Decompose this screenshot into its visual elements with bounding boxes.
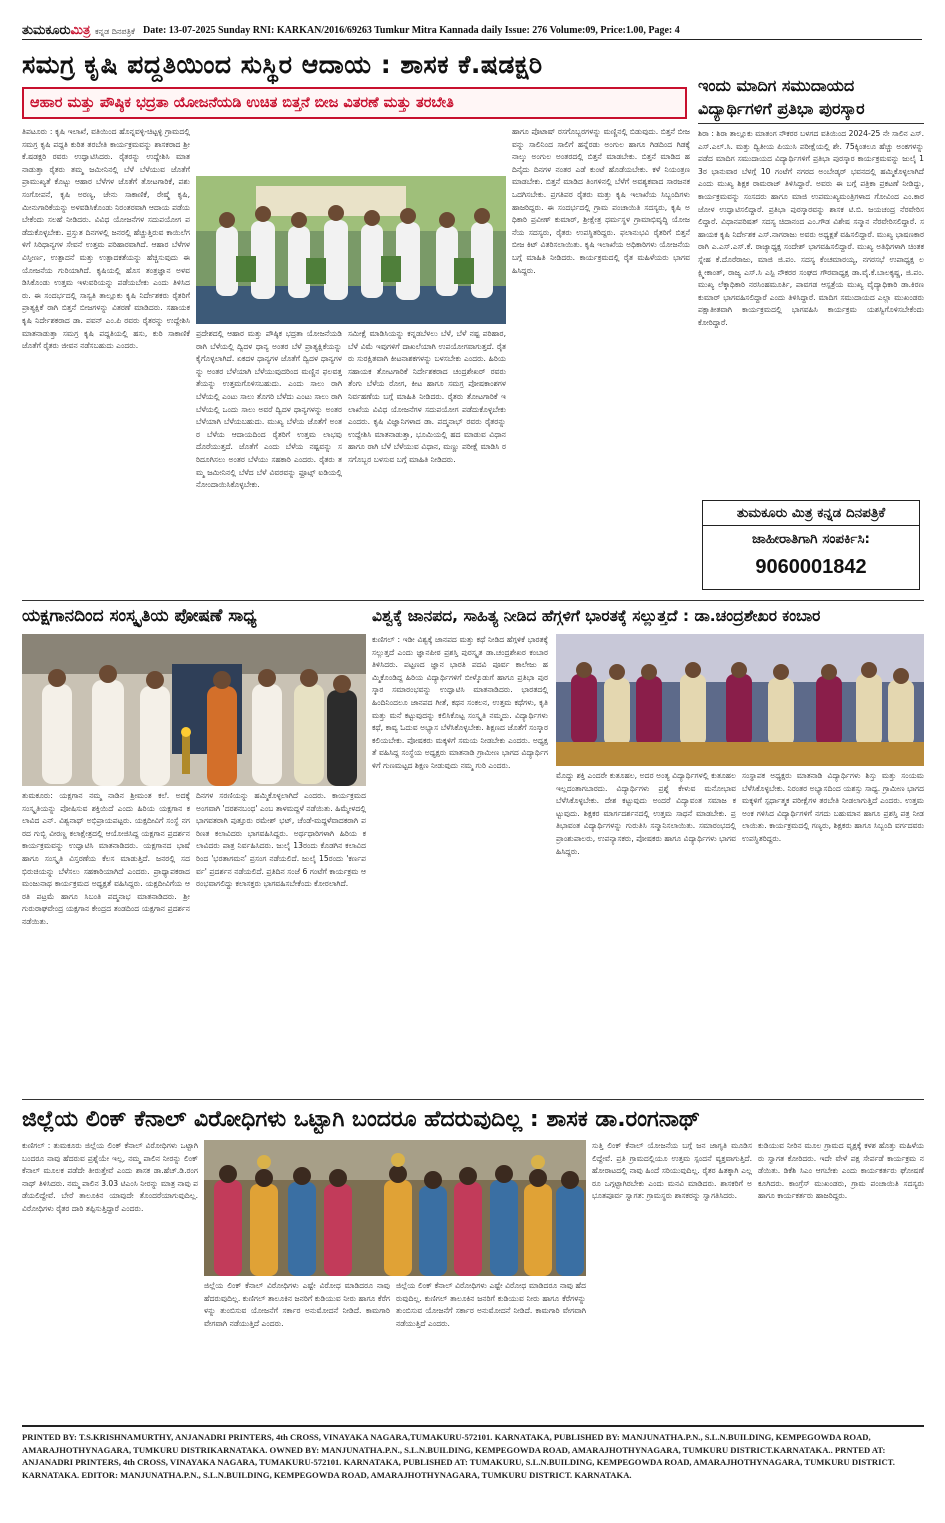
lead-headline: ಸಮಗ್ರ ಕೃಷಿ ಪದ್ದತಿಯಿಂದ ಸುಸ್ಥಿರ ಆದಾಯ : ಶಾಸಕ ಕೆ.ಷಡಕ್ಷರಿ: [22, 50, 543, 79]
lead-subheadline: ಆಹಾರ ಮತ್ತು ಪೌಷ್ಠಿಕ ಭದ್ರತಾ ಯೋಜನೆಯಡಿ ಉಚಿತ ಬಿತ್ತನೆ ಬೀಜ ವಿತರಣೆ ಮತ್ತು ತರಬೇತಿ: [22, 87, 687, 119]
print-imprint: PRINTED BY: T.S.KRISHNAMURTHY, ANJANADRI PRINTERS, 4th CROSS, VINAYAKA NAGARA,TUMAKURU-572101. KARNATAKA, PUBLISHED BY: MANJUNATHA.P.N., S.L.N.BUILDING, KEMPEGOWDA ROAD, AMARAJHOTHYNAGARA, TUMKURU DISTRIKARNATAKA. OWNED BY: MANJUNATHA.P.N., S.L.N.BUILDING, KEMPEGOWDA ROAD, AMARAJHOTHYNAGARA, TUMKURU DISTRICT.KARNATAKA.. PRNTED AT: ANJANADRI PRINTERS, 4th CROSS, VINAYAKA NAGARA, TUMAKURU-572101. KARNATAKA, PUBLISHED AT: TUMAKURU, S.L.N.BUILDING, KEMPEGOWDA ROAD, AMARAJHOTHYNAGARA, TUMKURU DISTRICT. KARNATAKA. EDITOR: MANJUNATHA.P.N., S.L.N.BUILDING, KEMPEGOWDA ROAD, AMARAJHOTHYNAGARA, TUMKURU DISTRICT. KARNATAKA.: [22, 1425, 924, 1493]
kambar-photo: [556, 634, 924, 766]
sidebar-body: ಶಿರಾ : ಶಿರಾ ತಾಲ್ಲೂಕು ಮಾತಂಗ ನೌಕರರ ಬಳಗದ ವತಿಯಿಂದ 2024-25 ನೇ ಸಾಲಿನ ಎಸ್.ಎಸ್.ಎಲ್.ಸಿ. ಮತ್ತು ದ್ವಿತೀಯ ಪಿಯುಸಿ ಪರೀಕ್ಷೆಯಲ್ಲಿ ಶೇ. 75ಕ್ಕಿಂತಲೂ ಹೆಚ್ಚು ಅಂಕಗಳನ್ನು ಪಡೆದ ಮಾದಿಗ ಸಮುದಾಯದ ವಿದ್ಯಾರ್ಥಿಗಳಿಗೆ ಪ್ರತಿಭಾ ಪುರಸ್ಕಾರ ಕಾರ್ಯಕ್ರಮವನ್ನು ಜುಲೈ 13ರ ಭಾನುವಾರ ಬೆಳಗ್ಗೆ 10 ಗಂಟೆಗೆ ನಗರದ ಅಂಬೇಡ್ಕರ್ ಭವನದಲ್ಲಿ ಹಮ್ಮಿಕೊಳ್ಳಲಾಗಿದೆ ಎಂದು ಮುಖ್ಯ ಶಿಕ್ಷಕ ರಾಮರಾಜ್ ತಿಳಿಸಿದ್ದಾರೆ. ಅವರು ಈ ಬಗ್ಗೆ ಪತ್ರಿಕಾ ಪ್ರಕಟಣೆ ನೀಡಿದ್ದು, ಕಾರ್ಯಕ್ರಮವನ್ನು ಸಂಸದರು ಹಾಗೂ ಮಾಜಿ ಉಪಮುಖ್ಯಮಂತ್ರಿಗಳಾದ ಗೋವಿಂದ ಎಂ.ಕಾರಜೋಳ ಉದ್ಘಾಟಿಸಲಿದ್ದಾರೆ. ಪ್ರತಿಭಾ ಪುರಸ್ಕಾರವನ್ನು ಶಾಸಕ ಟಿ.ಬಿ. ಜಯಚಂದ್ರ ನೆರವೇರಿಸಲಿದ್ದಾರೆ. ವಿಧಾನಪರಿಷತ್ ಸದಸ್ಯ ಚಿದಾನಂದ ಎಂ.ಗೌಡ ವಿಶೇಷ ಸನ್ಮಾನ ನೆರವೇರಿಸಲಿದ್ದಾರೆ. ಸಹಾಯಕ ಕೃಷಿ ನಿರ್ದೇಶಕ ಎಸ್.ನಾಗರಾಜು ಅವರು ಅಧ್ಯಕ್ಷತೆ ವಹಿಸಲಿದ್ದಾರೆ. ಮುಖ್ಯ ಭಾಷಣಕಾರರಾಗಿ ಎ.ಎಸ್.ಎಸ್.ಕೆ. ರಾಜ್ಯಾಧ್ಯಕ್ಷ ಸಂದೇಶ್ ಭಾಗವಹಿಸಲಿದ್ದಾರೆ. ಮುಖ್ಯ ಅತಿಥಿಗಳಾಗಿ ಚಿಂತಕ ಸ್ನೇಹ ಕೆ.ದೊರೆರಾಜು, ಮಾಜಿ ಜಿ.ಪಂ. ಸದಸ್ಯ ಕೆಂಚಮಾರಯ್ಯ, ನಗರಸಭೆ ಉಪಾಧ್ಯಕ್ಷ ಲಕ್ಷ್ಮೀಕಾಂತ್, ರಾಜ್ಯ ಎಸ್.ಸಿ ಎಸ್ಟಿ ನೌಕರರ ಸಂಘದ ಗೌರವಾಧ್ಯಕ್ಷ ಡಾ.ವೈ.ಕೆ.ಬಾಲಕೃಷ್ಣ, ಜಿ.ಪಂ. ಮುಖ್ಯ ಲೆಕ್ಕಾಧಿಕಾರಿ ನರಸಿಂಹಮೂರ್ತಿ, ಪಾವಗಡ ಆಸ್ಪತ್ರೆಯ ಮುಖ್ಯ ವೈದ್ಯಾಧಿಕಾರಿ ಡಾ.ಕಿರಣ ಕುಮಾರ್ ಭಾಗವಹಿಸಲಿದ್ದಾರೆ ಎಂದು ತಿಳಿಸಿದ್ದಾರೆ. ಮಾದಿಗ ಸಮುದಾಯದ ಎಲ್ಲಾ ಮುಖಂಡರು ಪಕ್ಷಾತೀತವಾಗಿ ಕಾರ್ಯಕ್ರಮದಲ್ಲಿ ಭಾಗವಹಿಸಿ ಕಾರ್ಯಕ್ರಮ ಯಶಸ್ವಿಗೊಳಿಸಬೇಕೆಂದು ಕೋರಿದ್ದಾರೆ.: [698, 129, 924, 327]
kambar-column-2: ಮೊದ್ದು ಶಕ್ತಿ ಎಂದರೇ ಕುತೂಹಲ, ಅದರ ಅಂತ್ಯ ವಿದ್ಯಾರ್ಥಿಗಳಲ್ಲಿ ಕುತೂಹಲ ಇಲ್ಲದಂತಾಗಬಾರದು. ವಿದ್ಯಾರ್ಥಿಗಳು ಪ್ರಶ್ನೆ ಕೇಳುವ ಮನೋಭಾವ ಬೆಳೆಸಿಕೊಳ್ಳಬೇಕು. ದೇಶ ಕಟ್ಟುವುದು ಅಂದರೆ ವಿದ್ಯಾವಂತ ಸಮಾಜ ಕಟ್ಟುವುದು. ಶಿಕ್ಷಕರ ಮಾರ್ಗದರ್ಶನದಲ್ಲಿ ಉತ್ತಮ ಸಾಧನೆ ಮಾಡಬೇಕು. ಪ್ರತಿಭಾವಂತ ವಿದ್ಯಾರ್ಥಿಗಳನ್ನು ಗುರುತಿಸಿ ಸನ್ಮಾನಿಸಲಾಯಿತು. ಸಮಾರಂಭದಲ್ಲಿ ಪ್ರಾಂಶುಪಾಲರು, ಉಪನ್ಯಾಸಕರು, ಪೋಷಕರು ಹಾಗೂ ವಿದ್ಯಾರ್ಥಿಗಳು ಭಾಗವಹಿಸಿದ್ದರು.: [556, 771, 736, 856]
section-divider: [22, 1099, 924, 1100]
advertisement-box: [702, 500, 920, 590]
lead-story-header: [22, 46, 687, 122]
yakshagana-photo: [22, 634, 366, 786]
logo-subtitle: ಕನ್ನಡ ದಿನಪತ್ರಿಕೆ: [94, 27, 135, 36]
farmers-seed-distribution-image: [196, 176, 506, 324]
lead-column-2: ಪ್ರದೇಶದಲ್ಲಿ ಆಹಾರ ಮತ್ತು ಪೌಷ್ಠಿಕ ಭದ್ರತಾ ಯೋಜನೆಯಡಿ ರಾಗಿ ಬೆಳೆಯಲ್ಲಿ ದ್ವಿದಳ ಧಾನ್ಯ ಅಂತರ ಬೆಳೆ ಪ್ರಾತ್ಯಕ್ಷಿಕೆಯನ್ನು ಕೈಗೊಳ್ಳಲಾಗಿದೆ. ಏಕದಳ ಧಾನ್ಯಗಳ ಜೊತೆಗೆ ದ್ವಿದಳ ಧಾನ್ಯಗಳನ್ನು ಅಂತರ ಬೆಳೆಯಾಗಿ ಬೆಳೆಯುವುದರಿಂದ ಮಣ್ಣಿನ ಫಲವತ್ತತೆಯನ್ನು ಉತ್ತಮಗೊಳಿಸಬಹುದು. ಎಂದು ಸಾಲು ರಾಗಿ ಬೆಳೆಯಲ್ಲಿ ಎಂಟು ಸಾಲು ತೊಗರಿ ಬೆಳೆದು ಎಂಟು ಸಾಲು ರಾಗಿ ಬೆಳೆಯಲ್ಲಿ ಒಂದು ಸಾಲು ಅವರೆ ದ್ವಿದಳ ಧಾನ್ಯಗಳನ್ನು ಅಂತರ ಬೆಳೆಯಾಗಿ ಬೆಳೆಯಬಹುದು. ಮುಖ್ಯ ಬೆಳೆಯ ಜೊತೆಗೆ ಅಂತರ ಬೆಳೆಯ ಆದಾಯದಿಂದ ರೈತರಿಗೆ ಉತ್ತಮ ಲಾಭವು ದೊರೆಯುತ್ತದೆ. ಜೊತೆಗೆ ಎಂದು ಬೆಳೆಯ ನಷ್ಟವನ್ನು ಸರಿದೂಗಿಸಲು ಅಂತರ ಬೆಳೆಯು ಸಹಕಾರಿ ಎಂದರು. ರೈತರು ತಮ್ಮ ಜಮೀನಿನಲ್ಲಿ ಬೆಳೆದ ಬೆಳೆ ವಿವರವನ್ನು ಫ್ರೂಟ್ಸ್ ಐಡಿಯಲ್ಲಿ ನೋಂದಾಯಿಸಿಕೊಳ್ಳಬೇಕು.: [196, 329, 342, 490]
canal-column-2: ಜಿಲ್ಲೆಯ ಲಿಂಕ್ ಕೆನಾಲ್ ವಿರೋಧಿಗಳು ಎಷ್ಟೇ ವಿರೋಧ ಮಾಡಿದರೂ ನಾವು ಹೆದರುವುದಿಲ್ಲ. ಕುಣಿಗಲ್ ತಾಲೂಕಿನ ಜನರಿಗೆ ಕುಡಿಯುವ ನೀರು ಹಾಗೂ ಕೆರೆಗಳನ್ನು ತುಂಬಿಸುವ ಯೋಜನೆಗೆ ಸರ್ಕಾರ ಅನುಮೋದನೆ ನೀಡಿದೆ. ಕಾಮಗಾರಿ ವೇಗವಾಗಿ ನಡೆಯುತ್ತಿದೆ ಎಂದರು.: [204, 1281, 390, 1328]
yakshagana-column-1: ತುಮಕೂರು: ಯಕ್ಷಗಾನ ನಮ್ಮ ನಾಡಿನ ಶ್ರೀಮಂತ ಕಲೆ. ಅದಕ್ಕೆ ಸಂಸ್ಕೃತಿಯನ್ನು ಪೋಷಿಸುವ ಶಕ್ತಿಯಿದೆ ಎಂದು ಹಿರಿಯ ಯಕ್ಷಗಾನ ಕಲಾವಿದ ಎನ್. ವಿಶ್ವನಾಥ್ ಅಭಿಪ್ರಾಯಪಟ್ಟರು. ಯಕ್ಷದೀವಿಗೆ ಸಂಸ್ಥೆ ನಗರದ ಗುಬ್ಬಿ ವೀರಣ್ಣ ಕಲಾಕ್ಷೇತ್ರದಲ್ಲಿ ಆಯೋಜಿಸಿದ್ದ ಯಕ್ಷಗಾನ ಪ್ರದರ್ಶನ ಕಾರ್ಯಕ್ರಮವನ್ನು ಉದ್ಘಾಟಿಸಿ ಮಾತನಾಡಿದರು. ಯಕ್ಷಗಾನದ ಭಾಷೆ ಹಾಗೂ ಸಂಸ್ಕೃತಿ ವಿಸ್ತರಣೆಯ ಕೆಲಸ ಮಾಡುತ್ತಿದೆ. ಜನರಲ್ಲಿ ಸದಭಿರುಚಿಯನ್ನು ಬೆಳೆಸಲು ಸಹಕಾರಿಯಾಗಿದೆ ಎಂದರು. ಪ್ರಾಧ್ಯಾಪಕರಾದ ಮಂಜುನಾಥ ಕಾರ್ಯಕ್ರಮದ ಅಧ್ಯಕ್ಷತೆ ವಹಿಸಿದ್ದರು. ಯಕ್ಷದೀವಿಗೆಯ ಆರತಿ ಪಟ್ರಮೆ ಹಾಗೂ ಸಿಬಂತಿ ಪದ್ಮನಾಭ ಮಾತನಾಡಿದರು. ಶ್ರೀ ಗುರುರಾಘವೇಂದ್ರ ಯಕ್ಷಗಾನ ಕೇಂದ್ರದ ತಂಡದಿಂದ ಯಕ್ಷಗಾನ ಪ್ರದರ್ಶನ ನಡೆಯಿತು.: [22, 791, 190, 926]
lamp-lighting-ceremony-image: [22, 634, 366, 786]
kambar-column-1: ಕುಣಿಗಲ್ : ಇಡೀ ವಿಶ್ವಕ್ಕೆ ಜಾನಪದ ಮತ್ತು ಕಥೆ ನೀಡಿದ ಹೆಗ್ಗಳಿಕೆ ಭಾರತಕ್ಕೆ ಸಲ್ಲುತ್ತದೆ ಎಂದು ಜ್ಞಾನಪೀಠ ಪ್ರಶಸ್ತಿ ಪುರಸ್ಕೃತ ಡಾ.ಚಂದ್ರಶೇಖರ ಕಂಬಾರ ತಿಳಿಸಿದರು. ಪಟ್ಟಣದ ಜ್ಞಾನ ಭಾರತಿ ಪದವಿ ಪೂರ್ವ ಕಾಲೇಜು ಹಮ್ಮಿಕೊಂಡಿದ್ದ ಹಿರಿಯ ವಿದ್ಯಾರ್ಥಿಗಳಿಗೆ ಬೀಳ್ಕೊಡುಗೆ ಹಾಗೂ ಪ್ರತಿಭಾ ಪುರಸ್ಕಾರ ಸಮಾರಂಭವನ್ನು ಉದ್ಘಾಟಿಸಿ ಮಾತನಾಡಿದರು. ಭಾರತದಲ್ಲಿ ಹಿಂದಿನಿಂದಲೂ ಜಾನಪದ ಗೀತೆ, ಕಥನ ಸಂಕಲನ, ಉತ್ತಮ ಕಥೆಗಳು, ಕೃತಿ ಮತ್ತು ಮನೆ ಕಟ್ಟುವುದನ್ನು ಕಲಿಸಿಕೊಟ್ಟ ಸಂಸ್ಕೃತಿ ನಮ್ಮದು. ವಿದ್ಯಾರ್ಥಿಗಳು ಕಥೆ, ಕಾವ್ಯ ಓದುವ ಅಭ್ಯಾಸ ಬೆಳೆಸಿಕೊಳ್ಳಬೇಕು. ಶಿಕ್ಷಣದ ಜೊತೆಗೆ ಸಂಸ್ಕಾರ ಕಲಿಯಬೇಕು. ಪೋಷಕರು ಮಕ್ಕಳಿಗೆ ಸಮಯ ನೀಡಬೇಕು ಎಂದರು. ಅಧ್ಯಕ್ಷತೆ ವಹಿಸಿದ್ದ ಸಂಸ್ಥೆಯ ಅಧ್ಯಕ್ಷರು ಮಾತನಾಡಿ ಗ್ರಾಮೀಣ ಭಾಗದ ವಿದ್ಯಾರ್ಥಿಗಳಿಗೆ ಗುಣಮಟ್ಟದ ಶಿಕ್ಷಣ ನೀಡುವುದು ನಮ್ಮ ಗುರಿ ಎಂದರು.: [372, 635, 548, 770]
canal-photo: [204, 1140, 586, 1276]
lead-column-1: ತಿಪಟೂರು : ಕೃಷಿ ಇಲಾಖೆ, ವತಿಯಿಂದ ಹೊನ್ನವಳ್ಳಿ-ಚಿಟ್ಟಳ್ಳಿ ಗ್ರಾಮದಲ್ಲಿ ಸಮಗ್ರ ಕೃಷಿ ಪದ್ದತಿ ಕುರಿತ ತರಬೇತಿ ಕಾರ್ಯಕ್ರಮವನ್ನು ಶಾಸಕರಾದ ಶ್ರೀ ಕೆ.ಷಡಕ್ಷರಿ ರವರು ಉದ್ಘಾಟಿಸಿದರು. ರೈತರನ್ನು ಉದ್ದೇಶಿಸಿ ಮಾತನಾಡುತ್ತಾ ರೈತರು ತಮ್ಮ ಜಮೀನಿನಲ್ಲಿ ಬೆಳೆ ಬೆಳೆಯುವ ಜೊತೆಗೆ ಪ್ರಾಮುಖ್ಯತೆ ಕೊಟ್ಟು ಆಹಾರ ಬೆಳೆಗಳ ಜೊತೆಗೆ ತೋಟಗಾರಿಕೆ, ಪಶು ಸಂಗೋಪನೆ, ಕೃಷಿ ಅರಣ್ಯ, ಜೇನು ಸಾಕಾಣಿಕೆ, ರೇಷ್ಮೆ ಕೃಷಿ, ಮೀನುಗಾರಿಕೆಯನ್ನು ಅಳವಡಿಸಿಕೊಂಡು ನಿರಂತರವಾಗಿ ಆದಾಯ ಪಡೆಯಬೇಕೆಂದು ಸಲಹೆ ನೀಡಿದರು. ವಿವಿಧ ಯೋಜನೆಗಳ ಸದುಪಯೋಗ ಪಡೆದುಕೊಳ್ಳಬೇಕು. ಪ್ರಸ್ತುತ ದಿನಗಳಲ್ಲಿ ಜನರಲ್ಲಿ ಹೆಚ್ಚುತ್ತಿರುವ ಕಾಯಿಲೆಗಳಿಗೆ ಸಿರಿಧಾನ್ಯಗಳ ಸೇವನೆ ಉತ್ತಮ ಪರಿಹಾರವಾಗಿದೆ. ಆಹಾರ ಬೆಳೆಗಳ ವಿಸ್ತೀರ್ಣ, ಉತ್ಪಾದನೆ ಮತ್ತು ಉತ್ಪಾದಕತೆಯನ್ನು ಹೆಚ್ಚಿಸುವುದು ಈ ಯೋಜನೆಯ ಗುರಿಯಾಗಿದೆ. ಕೃಷಿಯಲ್ಲಿ ಹೊಸ ತಂತ್ರಜ್ಞಾನ ಅಳವಡಿಸಿಕೊಂಡು ಉತ್ತಮ ಇಳುವರಿಯನ್ನು ಪಡೆಯಬೇಕು ಎಂದು ತಿಳಿಸಿದರು. ಈ ಸಂದರ್ಭದಲ್ಲಿ ಸಾಸ್ವತಿ ತಾಲ್ಲೂಕು ಕೃಷಿ ನಿರ್ದೇಶಕರು ರೈತರಿಗೆ ಪ್ರಾತ್ಯಕ್ಷಿಕೆ ರಾಗಿ ಬಿತ್ತನೆ ಬೀಜಗಳನ್ನು ವಿತರಣೆ ಮಾಡಿದರು. ಸಹಾಯಕ ಕೃಷಿ ನಿರ್ದೇಶಕರಾದ ಡಾ. ಪವನ್ ಎಂ.ಪಿ ರವರು ರೈತರನ್ನು ಉದ್ದೇಶಿಸಿ ಮಾತನಾಡುತ್ತಾ ಸಮಗ್ರ ಕೃಷಿ ಪದ್ದತಿಯಲ್ಲಿ ಹಸು, ಕುರಿ ಸಾಕಾಣಿಕೆ ಜೊತೆಗೆ ರೈತರು ಜೀವನ ನಡೆಸಬಹುದು ಎಂದರು.: [22, 127, 190, 351]
logo-text: ತುಮಕೂರು: [22, 23, 71, 38]
ad-contact-label: ಜಾಹೀರಾತಿಗಾಗಿ ಸಂಪರ್ಕಿಸಿ:: [752, 531, 870, 547]
logo-mitra: ಮಿತ್ರ: [70, 23, 91, 38]
student-felicitation-image: [556, 634, 924, 766]
lead-column-3: ಸಮೀಕ್ಷೆ ಮಾಡಿಸಿಯನ್ನು ಕನ್ನಡಬೆಳಲು ಬೆಳೆ, ಬೆಳೆ ನಷ್ಟ ಪರಿಹಾರ, ಬೆಳೆ ವಿಮೆ ಇವುಗಳಿಗೆ ದಾಖಲೆಯಾಗಿ ಉಪಯೋಗವಾಗುತ್ತದೆ. ರೈತರು ಸುರಕ್ಷಿತವಾಗಿ ಕೀಟನಾಶಕಗಳನ್ನು ಬಳಸಬೇಕು ಎಂದರು. ಹಿರಿಯ ಸಹಾಯಕ ತೋಟಗಾರಿಕೆ ನಿರ್ದೇಶಕರಾದ ಚಂದ್ರಶೇಖರ್ ರವರು ತೆಂಗು ಬೆಳೆಯ ರೋಗ, ಕೀಟ ಹಾಗೂ ಸಮಗ್ರ ಪೋಷಕಾಂಶಗಳ ನಿರ್ವಹಣೆಯ ಬಗ್ಗೆ ಮಾಹಿತಿ ನೀಡಿದರು. ರೈತರು ತೋಟಗಾರಿಕೆ ಇಲಾಖೆಯ ವಿವಿಧ ಯೋಜನೆಗಳ ಸದುಪಯೋಗ ಪಡೆದುಕೊಳ್ಳಬೇಕು ಎಂದರು. ಕೃಷಿ ವಿಜ್ಞಾನಿಗಳಾದ ಡಾ. ಪದ್ಮನಾಭ್ ರವರು ರೈತರನ್ನು ಉದ್ದೇಶಿಸಿ ಮಾತನಾಡುತ್ತಾ, ಭೂಮಿಯಲ್ಲಿ ಹದ ಮಾಡುವ ವಿಧಾನ ಹಾಗೂ ರಾಗಿ ಬೆಳೆ ಬೆಳೆಯುವ ವಿಧಾನ, ಮಣ್ಣು ಪರೀಕ್ಷೆ ಮಾಡಿಸಿ ರಸಗೊಬ್ಬರ ಬಳಸುವ ಬಗ್ಗೆ ಮಾಹಿತಿ ನೀಡಿದರು.: [348, 329, 506, 464]
masthead: [22, 22, 922, 40]
ad-title: ತುಮಕೂರು ಮಿತ್ರ ಕನ್ನಡ ದಿನಪತ್ರಿಕೆ: [703, 501, 919, 526]
section-divider: [22, 600, 924, 601]
kambar-headline: ವಿಶ್ವಕ್ಕೆ ಜಾನಪದ, ಸಾಹಿತ್ಯ ನೀಡಿದ ಹೆಗ್ಗಳಿಗೆ ಭಾರತಕ್ಕೆ ಸಲ್ಲುತ್ತದೆ : ಡಾ.ಚಂದ್ರಶೇಖರ ಕಂಬಾರ: [372, 607, 821, 625]
newspaper-logo: [22, 23, 135, 38]
canal-column-2b: ಜಿಲ್ಲೆಯ ಲಿಂಕ್ ಕೆನಾಲ್ ವಿರೋಧಿಗಳು ಎಷ್ಟೇ ವಿರೋಧ ಮಾಡಿದರೂ ನಾವು ಹೆದರುವುದಿಲ್ಲ. ಕುಣಿಗಲ್ ತಾಲೂಕಿನ ಜನರಿಗೆ ಕುಡಿಯುವ ನೀರು ಹಾಗೂ ಕೆರೆಗಳನ್ನು ತುಂಬಿಸುವ ಯೋಜನೆಗೆ ಸರ್ಕಾರ ಅನುಮೋದನೆ ನೀಡಿದೆ. ಕಾಮಗಾರಿ ವೇಗವಾಗಿ ನಡೆಯುತ್ತಿದೆ ಎಂದರು.: [396, 1281, 586, 1328]
yakshagana-headline: ಯಕ್ಷಗಾನದಿಂದ ಸಂಸ್ಕೃತಿಯ ಪೋಷಣೆ ಸಾಧ್ಯ: [22, 606, 257, 626]
lead-column-4: ಹಾಗೂ ಪೊಟಾಷ್ ರಸಗೊಬ್ಬರಗಳನ್ನು ಮಣ್ಣಿನಲ್ಲಿ ಬಿಡುವುದು. ಬಿತ್ತನೆ ಬೀಜವನ್ನು ಸಾಲಿನಿಂದ ಸಾಲಿಗೆ ಹನ್ನೆರಡು ಅಂಗುಲ ಹಾಗೂ ಗಿಡದಿಂದ ಗಿಡಕ್ಕೆ ನಾಲ್ಕು ಅಂಗುಲ ಅಂತರದಲ್ಲಿ ಬಿತ್ತನೆ ಮಾಡಬೇಕು. ಬಿತ್ತನೆ ಮಾಡಿದ ಹದಿನೈದು ದಿನಗಳ ನಂತರ ಎಡೆ ಕುಂಟೆ ಹೊಡೆಯಬೇಕು. ಕಳೆ ನಿಯಂತ್ರಣ ಮಾಡಬೇಕು. ಬಿತ್ತನೆ ಮಾಡಿದ ತಿಂಗಳಿನಲ್ಲಿ ಬೆಳೆಗೆ ಅವಶ್ಯಕವಾದ ಸಾರಜನಕ ಒದಗಿಸಬೇಕು. ಪ್ರಗತಿಪರ ರೈತರು ಮತ್ತು ಕೃಷಿ ಇಲಾಖೆಯ ಸಿಬ್ಬಂದಿಗಳು ಹಾಜರಿದ್ದರು. ಈ ಸಂದರ್ಭದಲ್ಲಿ ಗ್ರಾಮ ಪಂಚಾಯಿತಿ ಸದಸ್ಯರು, ಕೃಷಿ ಅಧಿಕಾರಿ ಪ್ರವೀಣ್ ಕುಮಾರ್, ಶ್ರೀಕ್ಷೇತ್ರ ಧರ್ಮಸ್ಥಳ ಗ್ರಾಮಾಭಿವೃದ್ಧಿ ಯೋಜನೆಯ ಸದಸ್ಯರು, ರೈತರು ಉಪಸ್ಥಿತರಿದ್ದರು. ಫಲಾನುಭವಿ ರೈತರಿಗೆ ಬಿತ್ತನೆ ಬೀಜ ಕಿಟ್ ವಿತರಿಸಲಾಯಿತು. ಕೃಷಿ ಇಲಾಖೆಯ ಅಧಿಕಾರಿಗಳು ಯೋಜನೆಯ ಬಗ್ಗೆ ಮಾಹಿತಿ ನೀಡಿದರು. ಕಾರ್ಯಕ್ರಮದಲ್ಲಿ ರೈತ ಮಹಿಳೆಯರು ಭಾಗವಹಿಸಿದ್ದರು.: [512, 127, 690, 275]
dateline: Date: 13-07-2025 Sunday RNI: KARKAN/2016/69263 Tumkur Mitra Kannada daily Issue: 276 Volume:09, Price:1.00, Page: 4: [142, 25, 680, 36]
ad-phone-number: 9060001842: [755, 556, 867, 578]
sidebar-headline: ಇಂದು ಮಾದಿಗ ಸಮುದಾಯದ ವಿದ್ಯಾರ್ಥಿಗಳಿಗೆ ಪ್ರತಿಭಾ ಪುರಸ್ಕಾರ: [698, 76, 865, 118]
canal-column-3: ಸುತ್ತಿ ಲಿಂಕ್ ಕೆನಾಲ್ ಯೋಜನೆಯ ಬಗ್ಗೆ ಜನ ಜಾಗೃತಿ ಮೂಡಿಸಲಿದ್ದೇವೆ. ಪ್ರತಿ ಗ್ರಾಮದಲ್ಲಿಯೂ ಉತ್ತಮ ಸ್ಪಂದನೆ ವ್ಯಕ್ತವಾಗುತ್ತಿದೆ. ಹೋರಾಟದಲ್ಲಿ ನಾವು ಹಿಂದೆ ಸರಿಯುವುದಿಲ್ಲ. ರೈತರ ಹಿತಕ್ಕಾಗಿ ಎಲ್ಲರೂ ಒಗ್ಗಟ್ಟಾಗಿರಬೇಕು ಎಂದು ಮನವಿ ಮಾಡಿದರು. ಶಾಸಕರಿಗೆ ಅಭೂತಪೂರ್ವ ಸ್ವಾಗತ: ಗ್ರಾಮಸ್ಥರು ಶಾಸಕರನ್ನು ಸ್ವಾಗತಿಸಿದರು.: [592, 1141, 752, 1201]
canal-column-1: ಕುಣಿಗಲ್ : ತುಮಕೂರು ಜಿಲ್ಲೆಯ ಲಿಂಕ್ ಕೆನಾಲ್ ವಿರೋಧಿಗಳು ಒಟ್ಟಾಗಿ ಬಂದರೂ ನಾವು ಹೆದರುವ ಪ್ರಶ್ನೆಯೇ ಇಲ್ಲ, ನಮ್ಮ ಪಾಲಿನ ನೀರನ್ನು ಲಿಂಕ್ ಕೆನಾಲ್ ಮೂಲಕ ಪಡೆದೇ ತೀರುತ್ತೇವೆ ಎಂದು ಶಾಸಕ ಡಾ.ಹೆಚ್.ಡಿ.ರಂಗನಾಥ್ ತಿಳಿಸಿದರು. ನಮ್ಮ ಪಾಲಿನ 3.03 ಟಿಎಂಸಿ ನೀರನ್ನು ಮಾತ್ರ ನಾವು ಪಡೆಯಲಿದ್ದೇವೆ. ಬೇರೆ ತಾಲೂಕಿನ ಯಾವುದೇ ತೊಂದರೆಯಾಗುವುದಿಲ್ಲ. ವಿರೋಧಿಗಳು ರೈತರ ದಾರಿ ತಪ್ಪಿಸುತ್ತಿದ್ದಾರೆ ಎಂದರು.: [22, 1141, 198, 1213]
women-welcome-procession-image: [204, 1140, 586, 1276]
sidebar-story-header: [698, 74, 924, 124]
canal-column-4: ಕುಡಿಯುವ ನೀರಿನ ಮೂಲ ಗ್ರಾಮದ ವೃಕ್ಷಕ್ಕೆ ಕಳಶ ಹೊತ್ತು ಮಹಿಳೆಯರು ಸ್ವಾಗತ ಕೋರಿದರು. ಇದೇ ವೇಳೆ ಪಕ್ಷ ಸೇರ್ಪಡೆ ಕಾರ್ಯಕ್ರಮ ನಡೆಯಿತು. ಡಿಕೆಶಿ ಸಿಎಂ ಆಗಬೇಕು ಎಂದು ಕಾರ್ಯಕರ್ತರು ಘೋಷಣೆ ಕೂಗಿದರು. ಕಾಂಗ್ರೆಸ್ ಮುಖಂಡರು, ಗ್ರಾಮ ಪಂಚಾಯಿತಿ ಸದಸ್ಯರು ಹಾಗೂ ಕಾರ್ಯಕರ್ತರು ಹಾಜರಿದ್ದರು.: [758, 1141, 924, 1201]
canal-headline: ಜಿಲ್ಲೆಯ ಲಿಂಕ್ ಕೆನಾಲ್ ವಿರೋಧಿಗಳು ಒಟ್ಟಾಗಿ ಬಂದರೂ ಹೆದರುವುದಿಲ್ಲ : ಶಾಸಕ ಡಾ.ರಂಗನಾಥ್: [22, 1107, 701, 1132]
lead-photo: [196, 176, 506, 324]
yakshagana-column-2: ದಿನಗಳ ಸರಣಿಯನ್ನು ಹಮ್ಮಿಕೊಳ್ಳಲಾಗಿದೆ ಎಂದರು. ಕಾರ್ಯಕ್ರಮದ ಅಂಗವಾಗಿ 'ದರಶನಬಂಧ' ಎಂಬ ತಾಳಮದ್ದಳೆ ನಡೆಯಿತು. ಹಿಮ್ಮೇಳದಲ್ಲಿ ಭಾಗವತರಾಗಿ ಪುತ್ತೂರು ರಮೇಶ್ ಭಟ್, ಚೆಂಡೆ-ಮದ್ದಳೆವಾದಕರಾಗಿ ಪರಿಣತ ಕಲಾವಿದರು ಭಾಗವಹಿಸಿದ್ದರು. ಅರ್ಥಧಾರಿಗಳಾಗಿ ಹಿರಿಯ ಕಲಾವಿದರು ಪಾತ್ರ ನಿರ್ವಹಿಸಿದರು. ಜುಲೈ 13ರಂದು ಕೊಡಗಿನ ಕಲಾವಿದರಿಂದ 'ಭರತಾಗಮನ' ಪ್ರಸಂಗ ನಡೆಯಲಿದೆ. ಜುಲೈ 15ರಂದು 'ಕರ್ಣಪರ್ವ' ಪ್ರದರ್ಶನ ನಡೆಯಲಿದೆ. ಪ್ರತಿದಿನ ಸಂಜೆ 6 ಗಂಟೆಗೆ ಕಾರ್ಯಕ್ರಮ ಆರಂಭವಾಗಲಿದ್ದು ಕಲಾಸಕ್ತರು ಭಾಗವಹಿಸಬೇಕೆಂದು ಕೋರಲಾಗಿದೆ.: [196, 791, 366, 889]
kambar-column-3: ಸಂಸ್ಥಾಪಕ ಅಧ್ಯಕ್ಷರು ಮಾತನಾಡಿ ವಿದ್ಯಾರ್ಥಿಗಳು ಶಿಸ್ತು ಮತ್ತು ಸಂಯಮ ಬೆಳೆಸಿಕೊಳ್ಳಬೇಕು. ನಿರಂತರ ಅಭ್ಯಾಸದಿಂದ ಯಶಸ್ಸು ಸಾಧ್ಯ. ಗ್ರಾಮೀಣ ಭಾಗದ ಮಕ್ಕಳಿಗೆ ಸ್ಪರ್ಧಾತ್ಮಕ ಪರೀಕ್ಷೆಗಳ ತರಬೇತಿ ನೀಡಲಾಗುತ್ತಿದೆ ಎಂದರು. ಉತ್ತಮ ಅಂಕ ಗಳಿಸಿದ ವಿದ್ಯಾರ್ಥಿಗಳಿಗೆ ನಗದು ಬಹುಮಾನ ಹಾಗೂ ಪ್ರಶಸ್ತಿ ಪತ್ರ ನೀಡಲಾಯಿತು. ಕಾರ್ಯಕ್ರಮದಲ್ಲಿ ಗಣ್ಯರು, ಶಿಕ್ಷಕರು ಹಾಗೂ ಸಿಬ್ಬಂದಿ ವರ್ಗದವರು ಉಪಸ್ಥಿತರಿದ್ದರು.: [742, 771, 924, 843]
